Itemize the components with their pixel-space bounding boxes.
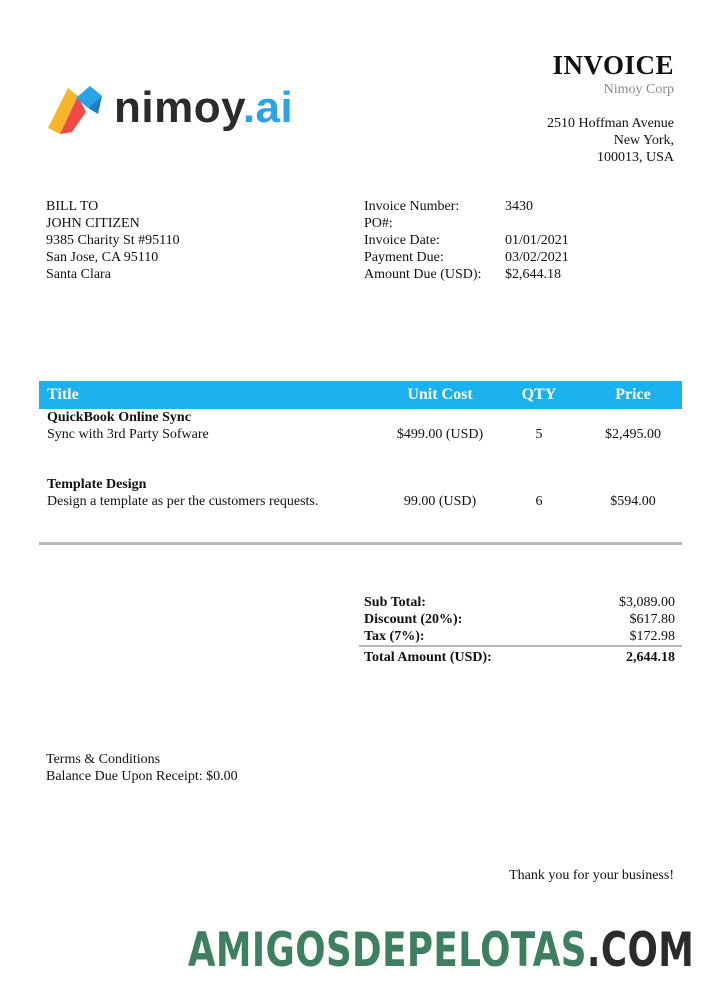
total-amount-row bbox=[364, 649, 682, 666]
table-divider bbox=[39, 542, 682, 545]
totals-row bbox=[364, 628, 682, 645]
item-name: Template Design bbox=[47, 477, 147, 492]
bill-to-line: 9385 Charity St #95110 bbox=[46, 233, 180, 248]
meta-row bbox=[364, 198, 569, 215]
item-price: $2,495.00 bbox=[605, 427, 661, 442]
table-row bbox=[39, 409, 682, 449]
watermark-main-text: AMIGOSDEPELOTAS bbox=[187, 923, 587, 978]
bill-to-line: Santa Clara bbox=[46, 267, 111, 282]
meta-label: Invoice Number: bbox=[364, 199, 460, 214]
table-row bbox=[39, 476, 682, 516]
meta-row bbox=[364, 249, 569, 266]
invoice-title: INVOICE bbox=[552, 50, 674, 80]
watermark-tld-text: .COM bbox=[586, 923, 694, 978]
meta-value: 03/02/2021 bbox=[505, 250, 569, 265]
column-header-unit-cost: Unit Cost bbox=[407, 386, 473, 403]
terms-heading: Terms & Conditions bbox=[46, 752, 161, 767]
totals-label: Tax (7%): bbox=[364, 629, 425, 644]
totals-row bbox=[364, 594, 682, 611]
bill-to-heading: BILL TO bbox=[46, 199, 99, 214]
address-line: 2510 Hoffman Avenue bbox=[546, 116, 674, 131]
items-table-header bbox=[39, 381, 682, 409]
item-price: $594.00 bbox=[610, 494, 656, 509]
totals-label: Discount (20%): bbox=[364, 612, 463, 627]
meta-value: 3430 bbox=[505, 199, 533, 214]
bill-to-line: JOHN CITIZEN bbox=[46, 216, 140, 231]
totals-divider bbox=[359, 645, 682, 647]
bill-to-line: San Jose, CA 95110 bbox=[46, 250, 159, 265]
company-name: Nimoy Corp bbox=[603, 82, 674, 97]
total-amount-value: 2,644.18 bbox=[626, 650, 675, 665]
logo-mark-icon bbox=[46, 82, 110, 134]
meta-row bbox=[364, 232, 569, 249]
meta-label: Invoice Date: bbox=[364, 233, 440, 248]
company-address bbox=[547, 115, 674, 166]
column-header-qty: QTY bbox=[521, 386, 557, 403]
column-header-title: Title bbox=[47, 386, 79, 403]
totals-value: $172.98 bbox=[629, 629, 675, 644]
totals-row bbox=[364, 611, 682, 628]
invoice-meta bbox=[364, 198, 569, 283]
balance-due-text: Balance Due Upon Receipt: $0.00 bbox=[46, 769, 238, 784]
item-qty: 6 bbox=[535, 494, 543, 509]
totals-label: Sub Total: bbox=[364, 595, 426, 610]
address-line: New York, bbox=[613, 133, 674, 148]
meta-label: Payment Due: bbox=[364, 250, 444, 265]
logo-accent-text: .ai bbox=[242, 83, 294, 132]
totals-value: $3,089.00 bbox=[619, 595, 675, 610]
item-unit-cost: 99.00 (USD) bbox=[403, 494, 477, 509]
bill-to-block bbox=[46, 198, 180, 283]
meta-row bbox=[364, 266, 569, 283]
column-header-price: Price bbox=[615, 386, 651, 403]
item-description: Sync with 3rd Party Sofware bbox=[47, 427, 209, 442]
meta-value: 01/01/2021 bbox=[505, 233, 569, 248]
company-logo bbox=[46, 80, 306, 140]
meta-value: $2,644.18 bbox=[505, 267, 561, 282]
address-line: 100013, USA bbox=[596, 150, 674, 165]
meta-row bbox=[364, 215, 569, 232]
watermark bbox=[188, 922, 694, 980]
terms-block bbox=[46, 751, 238, 785]
item-description: Design a template as per the customers requests. bbox=[47, 494, 319, 509]
meta-label: PO#: bbox=[364, 216, 393, 231]
item-name: QuickBook Online Sync bbox=[47, 410, 191, 425]
item-qty: 5 bbox=[535, 427, 543, 442]
thank-you-note: Thank you for your business! bbox=[509, 868, 674, 883]
logo-wordmark bbox=[114, 80, 293, 136]
totals-value: $617.80 bbox=[629, 612, 675, 627]
totals-block bbox=[364, 594, 682, 645]
total-amount-label: Total Amount (USD): bbox=[364, 650, 492, 665]
logo-main-text: nimoy bbox=[114, 83, 243, 132]
item-unit-cost: $499.00 (USD) bbox=[396, 427, 484, 442]
meta-label: Amount Due (USD): bbox=[364, 267, 482, 282]
